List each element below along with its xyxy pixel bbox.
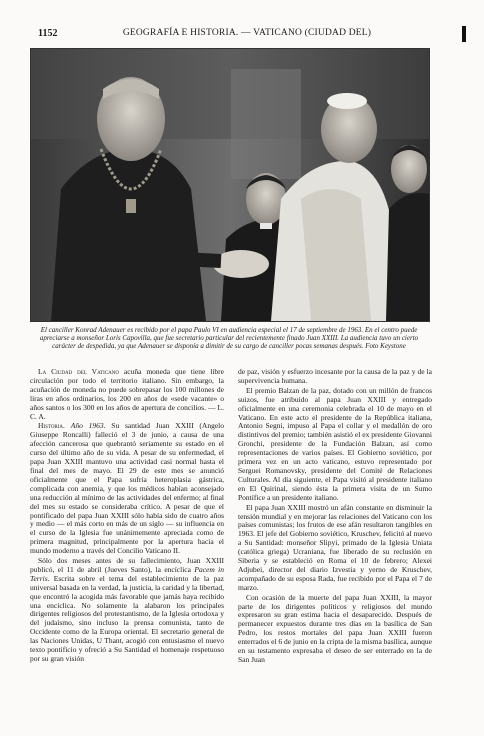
- paragraph-text: Sólo dos meses antes de su fallecimiento, Juan XXIII publicó, el 11 de abril (Jueves Santo), la encíclica: [30, 556, 224, 574]
- paragraph: de paz, visión y esfuerzo incesante por la causa de la paz y de la supervivencia humana.: [238, 367, 432, 385]
- edge-mark: [462, 26, 466, 42]
- paragraph: Con ocasión de la muerte del papa Juan XXIII, la mayor parte de los dirigentes políticos y religiosos del mundo expresaron su gran estima hacia el desaparecido. Después de permanecer expuestos durante tres días en la basílica de San Pedro, los restos mortales del papa Juan XXIII fueron enterrados el 6 de junio en la cripta de la misma basílica, aunque en su testamento expresaba el deseo de ser enterrado en la de San Juan: [238, 592, 432, 664]
- photograph: [30, 48, 430, 322]
- page-header: [28, 28, 466, 44]
- caption-text: El canciller Konrad Adenauer es recibido por el papa Paulo VI en audiencia especial el 17 de septiembre de 1963. En el centro puede apreciarse a monseñor Loris Capovilla, que fue secretario particular del recientemente finado Juan XXIII. La audiencia tuvo un cierto carácter de despedida, ya que Adenauer se disponía a dimitir de su cargo de canciller pocas semanas después.: [39, 326, 419, 350]
- paragraph: El papa Juan XXIII mostró un afán constante en disminuir la tensión mundial y en mejorar las relaciones del Vaticano con los países comunistas; los frutos de ese afán resultaron tangibles en 1963. El jefe del Gobierno soviético, Kruschev, felicitó al nuevo a Su Santidad: monseñor Slipyi, primado de la Iglesia Uniata (católica griega) Ucraniana, fue liberado de su reclusión en Siberia y se estableció en Roma el 10 de febrero; Alexei Adjubei, director del diario Izvestia y yerno de Kruschev, acompañado de su esposa Rada, fue recibido por el Papa el 7 de marzo.: [238, 502, 432, 592]
- section-heading: Historia.: [38, 421, 65, 431]
- photo-illustration: [31, 49, 429, 321]
- paragraph: [30, 368, 224, 421]
- article-body: [30, 368, 432, 718]
- right-column: [238, 368, 432, 666]
- photo-credit: Foto Keystone: [365, 342, 406, 350]
- figure-priest-right: [386, 145, 429, 321]
- year-heading: Año 1963.: [70, 421, 106, 431]
- paragraph: El premio Balzan de la paz, dotado con un millón de francos suizos, fue atribuido al papa Juan XXIII y entregado oficialmente en una ceremonia celebrada el 10 de mayo en el Vaticano. En este acto el presidente de la República italiana, Antonio Segni, impuso al Papa el collar y el medallón de oro distintivos del premio; también asistió el ex presidente Giovanni Gronchi, presidente de la Fundación Balzan, así como representaciones de varios países. El Gobierno soviético, por primera vez en un acto vaticano, estuvo representado por Serguei Romanovsky, presidente del Comité de Relaciones Culturales. Al día siguiente, el Papa visitó al presidente italiano en El Quirinal, siendo ésta la primera visita de un Sumo Pontífice a un presidente italiano.: [238, 385, 432, 502]
- paragraph: [30, 422, 224, 556]
- lead-phrase: La Ciudad del Vaticano: [38, 367, 120, 376]
- paragraph: [30, 557, 224, 664]
- paragraph-text: . Escrita sobre el tema del establecimiento de la paz universal basada en la verdad, la justicia, la caridad y la libertad, que encontró la acogida más favorable que jamás haya recibido una encíclica. No solamente la alabaron los principales dirigentes religiosos del protestantismo, de la Iglesia ortodoxa y del judaísmo, sino incluso la prensa comunista, tanto de Occidente como de la Europa oriental. El secretario general de las Naciones Unidas, U Thant, acogió con entusiasmo el nuevo texto pontificio y ofreció a Su Santidad el homenaje respetuoso por su gran visión: [30, 573, 224, 663]
- paragraph-text: Su santidad Juan XXIII (Angelo Giuseppe Roncalli) falleció el 3 de junio, a causa de una afección cancerosa que quebrantó seriamente su estado en el curso del último año de su vida. A pesar de su enfermedad, el papa Juan XXIII mantuvo una actividad casi normal hasta el final del mes de mayo. El 29 de este mes se anunció oficialmente que el Papa sufría heteroplasia gástrica, complicada con anemia, y que los médicos habían aconsejado una reducción al mínimo de las actividades del enfermo; al final del mes su estado se consideraba crítico. A pesar de que el pontificado del papa Juan XXIII sólo había sido de cuatro años y medio — el más corto en más de un siglo — su influencia en el curso de la Iglesia fue unánimemente apreciada como de primera magnitud, principalmente por la apertura hacia el mundo moderno a través del Concilio Vaticano II.: [30, 421, 224, 556]
- running-title: GEOGRAFÍA E HISTORIA. — VATICANO (CIUDAD DEL): [122, 28, 372, 38]
- encyclical-title: Pacem in Terris: [30, 564, 224, 583]
- left-column: [30, 368, 224, 665]
- page-number: 1152: [38, 28, 58, 39]
- photo-caption: [30, 326, 428, 350]
- paragraph-text: acuña moneda que tiene libre circulación por todo el territorio italiano. Sin embargo, la acuñación de moneda no puede sobrepasar los 100 millones de liras en años ordinarios, los 200 en años de «sede vacante» o años santos o los 300 en los años de apertura de concilios. — L. C. A.: [30, 367, 224, 421]
